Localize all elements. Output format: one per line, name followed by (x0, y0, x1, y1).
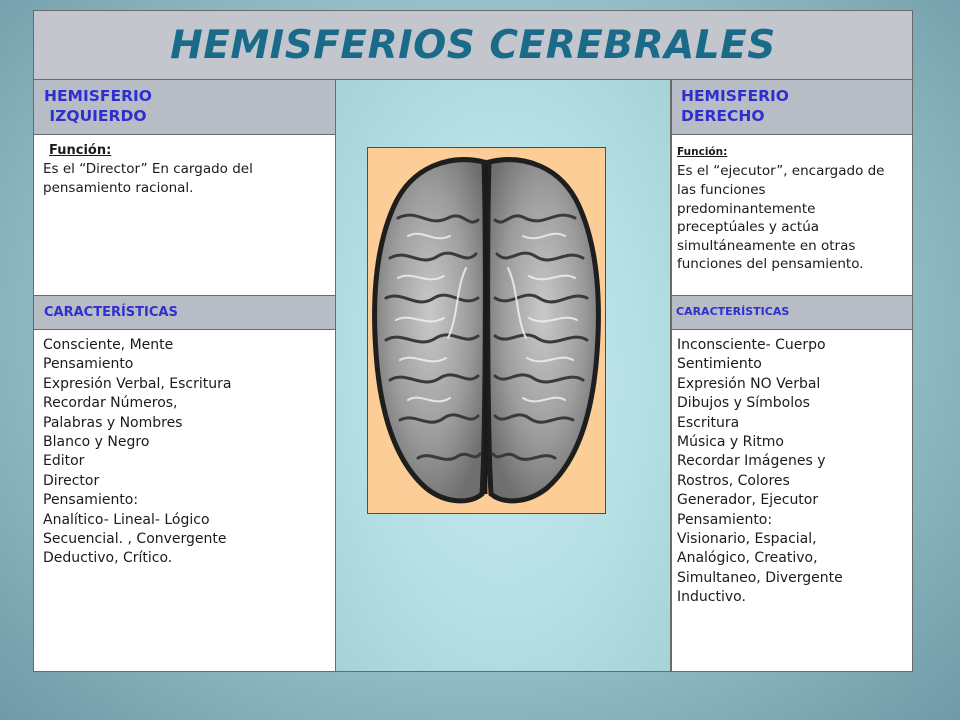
right-characteristics-header (671, 295, 912, 330)
left-hemisphere-header (34, 80, 335, 135)
column-divider (335, 80, 336, 671)
right-function-label: Función: (677, 146, 728, 158)
right-function-text: Es el “ejecutor”, encargado de las funciones predominantemente preceptúales y actúa simultáneamente en otras funciones del pensamiento. (677, 163, 885, 273)
list-item: Editor (43, 453, 85, 470)
right-header-line2: DERECHO (681, 107, 765, 125)
left-characteristics-label: CARACTERÍSTICAS (44, 305, 178, 320)
left-function-text: Es el “Director” En cargado del pensamiento racional. (43, 161, 253, 197)
list-item: Pensamiento: (677, 511, 773, 528)
list-item: Dibujos y Símbolos (677, 395, 810, 412)
left-characteristics-list (34, 330, 335, 671)
list-item: Expresión Verbal, Escritura (43, 375, 232, 392)
left-characteristics-header (34, 295, 335, 330)
list-item: Simultaneo, Divergente (677, 569, 843, 586)
list-item: Secuencial. , Convergente (43, 531, 227, 548)
list-item: Inductivo. (677, 589, 746, 606)
list-item: Blanco y Negro (43, 434, 150, 451)
page-title: HEMISFERIOS CEREBRALES (34, 11, 912, 80)
column-divider (671, 80, 672, 671)
right-hemisphere-header (671, 80, 912, 135)
left-function-label: Función: (49, 143, 112, 158)
list-item: Visionario, Espacial, (677, 531, 817, 548)
list-item: Pensamiento (43, 356, 134, 373)
brain-image-frame (367, 147, 606, 514)
hemispheres-table (33, 10, 913, 672)
list-item: Escritura (677, 414, 740, 431)
list-item: Inconsciente- Cuerpo (677, 337, 826, 353)
right-header-line1: HEMISFERIO (681, 87, 789, 105)
list-item: Deductivo, Crítico. (43, 550, 173, 567)
list-item: Recordar Imágenes y (677, 453, 826, 470)
list-item: Analítico- Lineal- Lógico (43, 511, 210, 528)
left-header-line1: HEMISFERIO (44, 87, 152, 105)
left-header-line2: IZQUIERDO (44, 107, 147, 125)
list-item: Consciente, Mente (43, 337, 174, 353)
list-item: Director (43, 472, 100, 489)
list-item: Analógico, Creativo, (677, 550, 818, 567)
right-characteristics-label: CARACTERÍSTICAS (676, 305, 790, 318)
list-item: Música y Ritmo (677, 434, 784, 451)
left-function-cell (34, 135, 335, 295)
list-item: Palabras y Nombres (43, 414, 183, 431)
list-item: Rostros, Colores (677, 472, 790, 489)
list-item: Expresión NO Verbal (677, 375, 821, 392)
list-item: Pensamiento: (43, 492, 139, 509)
right-function-cell (671, 135, 912, 295)
brain-column (335, 80, 671, 671)
brain-icon (368, 148, 605, 513)
list-item: Generador, Ejecutor (677, 492, 819, 509)
list-item: Recordar Números, (43, 395, 178, 412)
right-characteristics-list (671, 330, 912, 671)
list-item: Sentimiento (677, 356, 762, 373)
